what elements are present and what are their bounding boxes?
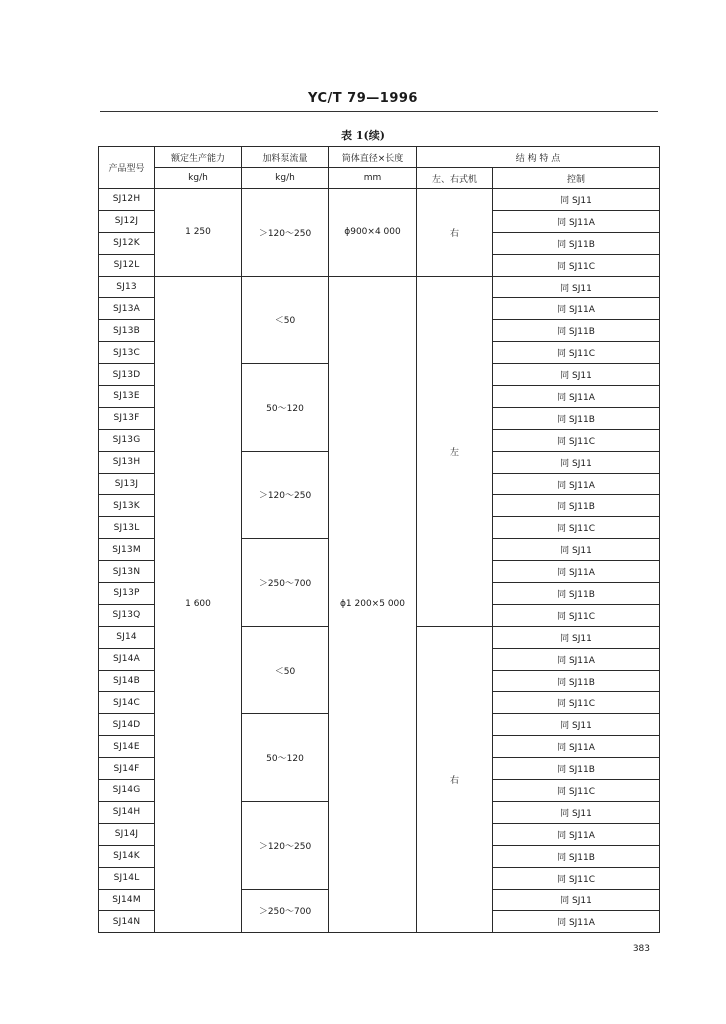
control-cell: 同 SJ11 xyxy=(493,889,660,911)
control-cell: 同 SJ11C xyxy=(493,517,660,539)
model-cell: SJ13K xyxy=(99,495,155,517)
model-cell: SJ14A xyxy=(99,648,155,670)
model-cell: SJ13F xyxy=(99,407,155,429)
header-features: 结 构 特 点 xyxy=(417,147,660,168)
header-cylinder-unit: mm xyxy=(329,168,417,189)
feed-pump-cell: ＞120～250 xyxy=(242,189,329,277)
standard-code: YC/T 79—1996 xyxy=(308,91,418,106)
control-cell: 同 SJ11C xyxy=(493,429,660,451)
spec-table xyxy=(98,146,660,933)
side-cell: 右 xyxy=(417,189,493,277)
model-cell: SJ14J xyxy=(99,823,155,845)
model-cell: SJ13L xyxy=(99,517,155,539)
control-cell: 同 SJ11 xyxy=(493,451,660,473)
control-cell: 同 SJ11A xyxy=(493,210,660,232)
control-cell: 同 SJ11A xyxy=(493,473,660,495)
model-cell: SJ13P xyxy=(99,583,155,605)
model-cell: SJ13Q xyxy=(99,604,155,626)
feed-pump-cell: ＜50 xyxy=(242,276,329,364)
model-cell: SJ13H xyxy=(99,451,155,473)
model-cell: SJ14D xyxy=(99,714,155,736)
model-cell: SJ14E xyxy=(99,736,155,758)
model-cell: SJ13G xyxy=(99,429,155,451)
control-cell: 同 SJ11B xyxy=(493,232,660,254)
header-capacity: 额定生产能力 xyxy=(155,147,242,168)
header-row-1 xyxy=(99,147,660,168)
model-cell: SJ12H xyxy=(99,189,155,211)
control-cell: 同 SJ11B xyxy=(493,320,660,342)
cylinder-cell: ϕ1 200×5 000 xyxy=(329,276,417,933)
model-cell: SJ13A xyxy=(99,298,155,320)
model-cell: SJ14L xyxy=(99,867,155,889)
control-cell: 同 SJ11 xyxy=(493,626,660,648)
header-row-2 xyxy=(99,168,660,189)
feed-pump-cell: ＞250～700 xyxy=(242,889,329,933)
control-cell: 同 SJ11C xyxy=(493,692,660,714)
control-cell: 同 SJ11C xyxy=(493,342,660,364)
model-cell: SJ12J xyxy=(99,210,155,232)
control-cell: 同 SJ11C xyxy=(493,604,660,626)
control-cell: 同 SJ11A xyxy=(493,386,660,408)
feed-pump-cell: ＞120～250 xyxy=(242,451,329,539)
control-cell: 同 SJ11B xyxy=(493,670,660,692)
model-cell: SJ14K xyxy=(99,845,155,867)
header-control: 控制 xyxy=(493,168,660,189)
feed-pump-cell: ＞120～250 xyxy=(242,801,329,889)
header-cylinder: 筒体直径×长度 xyxy=(329,147,417,168)
control-cell: 同 SJ11B xyxy=(493,758,660,780)
header-side: 左、右式机 xyxy=(417,168,493,189)
header-model: 产品型号 xyxy=(99,147,155,189)
control-cell: 同 SJ11A xyxy=(493,911,660,933)
cylinder-cell: ϕ900×4 000 xyxy=(329,189,417,277)
header-feed-pump-unit: kg/h xyxy=(242,168,329,189)
model-cell: SJ14C xyxy=(99,692,155,714)
control-cell: 同 SJ11A xyxy=(493,561,660,583)
model-cell: SJ12L xyxy=(99,254,155,276)
control-cell: 同 SJ11A xyxy=(493,298,660,320)
model-cell: SJ14M xyxy=(99,889,155,911)
control-cell: 同 SJ11 xyxy=(493,801,660,823)
table-row xyxy=(99,276,660,298)
feed-pump-cell: 50～120 xyxy=(242,364,329,452)
model-cell: SJ12K xyxy=(99,232,155,254)
model-cell: SJ14H xyxy=(99,801,155,823)
model-cell: SJ13N xyxy=(99,561,155,583)
feed-pump-cell: ＞250～700 xyxy=(242,539,329,627)
side-cell: 右 xyxy=(417,626,493,932)
header-rule xyxy=(100,111,658,112)
control-cell: 同 SJ11 xyxy=(493,364,660,386)
model-cell: SJ14 xyxy=(99,626,155,648)
model-cell: SJ13C xyxy=(99,342,155,364)
control-cell: 同 SJ11A xyxy=(493,823,660,845)
model-cell: SJ13J xyxy=(99,473,155,495)
feed-pump-cell: ＜50 xyxy=(242,626,329,714)
model-cell: SJ14N xyxy=(99,911,155,933)
control-cell: 同 SJ11A xyxy=(493,736,660,758)
model-cell: SJ14F xyxy=(99,758,155,780)
model-cell: SJ14G xyxy=(99,780,155,802)
model-cell: SJ14B xyxy=(99,670,155,692)
capacity-cell: 1 250 xyxy=(155,189,242,277)
model-cell: SJ13 xyxy=(99,276,155,298)
model-cell: SJ13D xyxy=(99,364,155,386)
table-caption: 表 1(续) xyxy=(341,129,385,142)
control-cell: 同 SJ11B xyxy=(493,583,660,605)
header-capacity-unit: kg/h xyxy=(155,168,242,189)
control-cell: 同 SJ11B xyxy=(493,845,660,867)
side-cell: 左 xyxy=(417,276,493,626)
model-cell: SJ13E xyxy=(99,386,155,408)
control-cell: 同 SJ11 xyxy=(493,714,660,736)
header-feed-pump: 加料泵流量 xyxy=(242,147,329,168)
control-cell: 同 SJ11 xyxy=(493,276,660,298)
control-cell: 同 SJ11 xyxy=(493,189,660,211)
model-cell: SJ13B xyxy=(99,320,155,342)
control-cell: 同 SJ11B xyxy=(493,495,660,517)
control-cell: 同 SJ11 xyxy=(493,539,660,561)
control-cell: 同 SJ11C xyxy=(493,254,660,276)
table-row xyxy=(99,189,660,211)
control-cell: 同 SJ11C xyxy=(493,867,660,889)
page-number: 383 xyxy=(632,944,650,954)
control-cell: 同 SJ11A xyxy=(493,648,660,670)
capacity-cell: 1 600 xyxy=(155,276,242,933)
control-cell: 同 SJ11C xyxy=(493,780,660,802)
feed-pump-cell: 50～120 xyxy=(242,714,329,802)
model-cell: SJ13M xyxy=(99,539,155,561)
control-cell: 同 SJ11B xyxy=(493,407,660,429)
